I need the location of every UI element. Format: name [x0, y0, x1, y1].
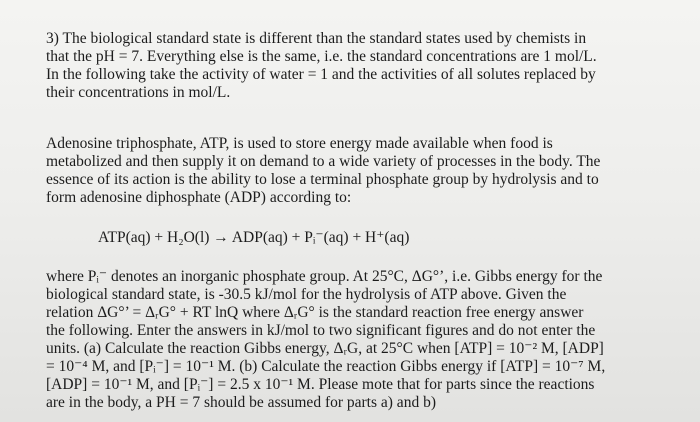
- text-line: where Pᵢ⁻ denotes an inorganic phosphate group. At 25°C, ΔG°’, i.e. Gibbs energy for the: [46, 268, 603, 285]
- text-line: Adenosine triphosphate, ATP, is used to store energy made available when food is: [46, 135, 553, 152]
- text-line: units. (a) Calculate the reaction Gibbs energy, ΔᵣG, at 25°C when [ATP] = 10⁻² M, [ADP]: [46, 340, 604, 357]
- text-line: 3) The biological standard state is different than the standard states used by chemists in: [46, 30, 587, 47]
- reaction-equation: ATP(aq) + H₂O(l) → ADP(aq) + Pᵢ⁻(aq) + H⁺(aq): [98, 229, 410, 246]
- text-line: relation ΔG°’ = ΔᵣG° + RT lnQ where ΔᵣG° is the standard reaction free energy answer: [46, 304, 584, 321]
- text-line: In the following take the activity of water = 1 and the activities of all solutes replaced by: [46, 66, 596, 83]
- text-line: metabolized and then supply it on demand to a wide variety of processes in the body. The: [46, 153, 601, 170]
- text-line: essence of its action is the ability to lose a terminal phosphate group by hydrolysis and to: [46, 171, 599, 188]
- text-line: their concentrations in mol/L.: [46, 84, 231, 101]
- text-line: form adenosine diphosphate (ADP) according to:: [46, 189, 352, 206]
- text-line: = 10⁻⁴ M, and [Pᵢ⁻] = 10⁻¹ M. (b) Calculate the reaction Gibbs energy if [ATP] = 10⁻⁷ M,: [46, 358, 606, 375]
- text-line: the following. Enter the answers in kJ/mol to two significant figures and do not enter the: [46, 322, 596, 339]
- text-line: that the pH = 7. Everything else is the same, i.e. the standard concentrations are 1 mol/L.: [46, 48, 597, 65]
- text-line: are in the body, a PH = 7 should be assumed for parts a) and b): [46, 394, 436, 411]
- text-line: biological standard state, is -30.5 kJ/mol for the hydrolysis of ATP above. Given the: [46, 286, 567, 303]
- text-line: [ADP] = 10⁻¹ M, and [Pᵢ⁻] = 2.5 x 10⁻¹ M. Please mote that for parts since the reactions: [46, 376, 595, 393]
